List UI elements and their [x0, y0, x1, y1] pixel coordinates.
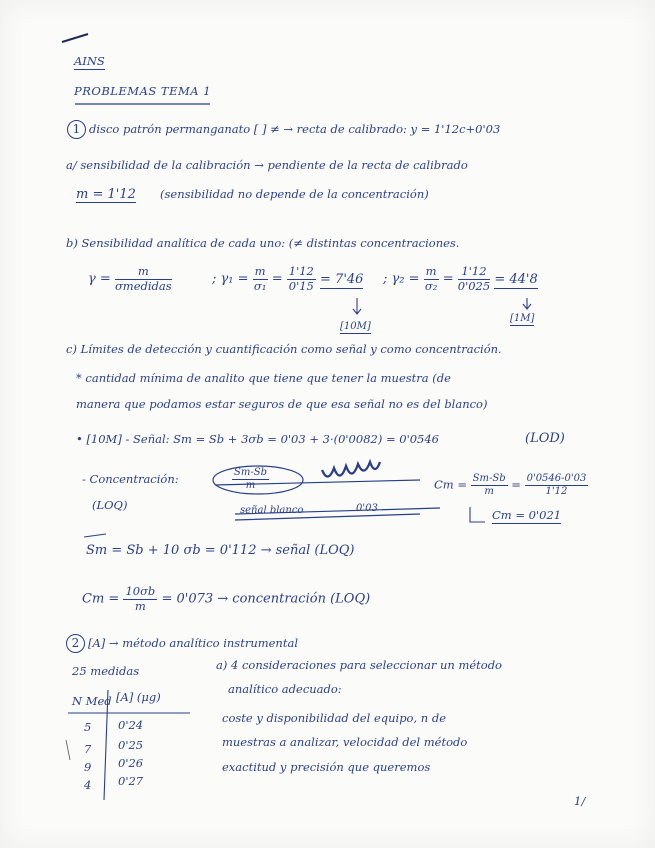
g1-den2: 0'15	[288, 278, 314, 293]
lod-conc-result: Cm = 0'021	[492, 508, 562, 522]
part-a2-heading-2: analítico adecuado:	[228, 682, 342, 696]
loq-signal: Sm = Sb + 10 σb = 0'112 → señal (LOQ)	[86, 543, 355, 558]
gamma-label: γ =	[88, 271, 111, 287]
page-number: 1/	[574, 794, 586, 808]
gamma-num: m	[115, 266, 172, 280]
g1-result: = 7'46	[320, 271, 364, 287]
arrow-down-1	[353, 298, 361, 314]
table-row-2-val: 0'26	[118, 756, 144, 770]
loq-concentration	[82, 586, 370, 612]
g2-num1: m	[425, 264, 437, 278]
scratch-num: Sm-Sb	[234, 467, 267, 478]
g1-num1: m	[254, 264, 266, 278]
conc-label-10M: [10M]	[340, 321, 371, 332]
consideration-line-3: exactitud y precisión que queremos	[222, 760, 431, 774]
equals-sign: =	[271, 271, 283, 287]
table-row-1-n: 7	[84, 742, 92, 756]
table-row-0-val: 0'24	[118, 718, 144, 732]
cm-label: Cm =	[434, 477, 467, 492]
measures-count: 25 medidas	[72, 664, 140, 678]
problem-number-badge: 2	[66, 634, 85, 653]
gamma-definition	[88, 266, 172, 292]
gamma-den: σmedidas	[114, 278, 172, 293]
part-c-heading: c) Límites de detección y cuantificación como señal y como concentración.	[66, 342, 502, 356]
cm-den: m	[484, 486, 494, 497]
table-row-3-n: 4	[84, 778, 92, 792]
table-row-1-val: 0'25	[118, 738, 144, 752]
g1-den1: σ₁	[253, 278, 267, 293]
table-row-0-n: 5	[84, 720, 92, 734]
part-c-definition-1: * cantidad mínima de analito que tiene que tener la muestra (de	[76, 371, 451, 385]
small-scribble	[84, 534, 106, 537]
lod-tag: (LOQ)	[92, 498, 128, 512]
cm-den2: 1'12	[545, 486, 568, 497]
lod-signal	[76, 434, 439, 446]
cm-num2: 0'0546-0'03	[526, 473, 587, 484]
g2-num2: 1'12	[458, 266, 490, 280]
consideration-line-2: muestras a analizar, velocidad del método	[222, 735, 468, 749]
conc-label-1M: [1M]	[510, 313, 535, 324]
gamma-2-calc	[383, 266, 538, 292]
loq-den: m	[134, 598, 146, 613]
part-a-answer: m = 1'12	[76, 187, 136, 202]
loq-cm-label: Cm =	[82, 591, 120, 607]
arrow-down-2	[523, 298, 531, 309]
equals-sign: =	[511, 477, 521, 492]
part-a-note: (sensibilidad no depende de la concentración)	[160, 187, 429, 201]
problem-2-text: [A] → método analítico instrumental	[88, 636, 298, 650]
scratched-value: 0'03	[356, 503, 378, 514]
gamma-2-label: ; γ₂ =	[383, 271, 420, 287]
consideration-line-1: coste y disponibilidad del equipo, n de	[222, 711, 447, 725]
equals-sign: =	[442, 271, 454, 287]
part-b-heading: b) Sensibilidad analítica de cada uno: (≠ distintas concentraciones.	[66, 236, 460, 250]
concentration-label: - Concentración:	[82, 472, 179, 486]
table-row-3-val: 0'27	[118, 774, 144, 788]
g2-den1: σ₂	[424, 278, 438, 293]
hook-arrow	[470, 507, 485, 522]
intro-text: disco patrón permanganato [ ] ≠ → recta de calibrado: y = 1'12c+0'03	[89, 122, 501, 136]
part-a2-heading: a) 4 consideraciones para seleccionar un método	[216, 658, 502, 672]
page-title: PROBLEMAS TEMA 1	[74, 84, 212, 98]
scratched-formula	[232, 468, 269, 491]
course-label: AINS	[74, 54, 105, 68]
gamma-1-label: ; γ₁ =	[212, 271, 249, 287]
problem-2-heading	[66, 634, 298, 653]
table-row-2-n: 9	[84, 760, 92, 774]
lod-label: (LOD)	[525, 431, 565, 446]
g2-den2: 0'025	[457, 278, 491, 293]
scratch-den: m	[245, 480, 256, 491]
gamma-1-calc	[212, 266, 363, 292]
loq-num: 10σb	[125, 584, 156, 598]
part-c-definition-2: manera que podamos estar seguros de que esa señal no es del blanco)	[76, 397, 488, 411]
table-header-nmed: N Med	[72, 694, 112, 708]
cm-formula	[434, 474, 588, 497]
problem-number-badge: 1	[67, 120, 86, 139]
problem-1-intro	[67, 120, 500, 139]
part-a-heading: a/ sensibilidad de la calibración → pendiente de la recta de calibrado	[66, 158, 468, 172]
top-dash-mark	[62, 34, 88, 42]
table-header-conc: [A] (μg)	[116, 690, 161, 704]
scratch-out-1	[322, 462, 380, 477]
scratched-blank: señal blanco	[240, 505, 304, 516]
g2-result: = 44'8	[494, 271, 538, 287]
lod-signal-text: • [10M] - Señal: Sm = Sb + 3σb = 0'03 + 3·(0'0082) = 0'0546	[76, 432, 440, 446]
cm-num: Sm-Sb	[472, 473, 506, 484]
g1-num2: 1'12	[288, 264, 314, 278]
loq-result: = 0'073 → concentración (LOQ)	[161, 591, 371, 607]
pencil-mark	[66, 740, 70, 760]
